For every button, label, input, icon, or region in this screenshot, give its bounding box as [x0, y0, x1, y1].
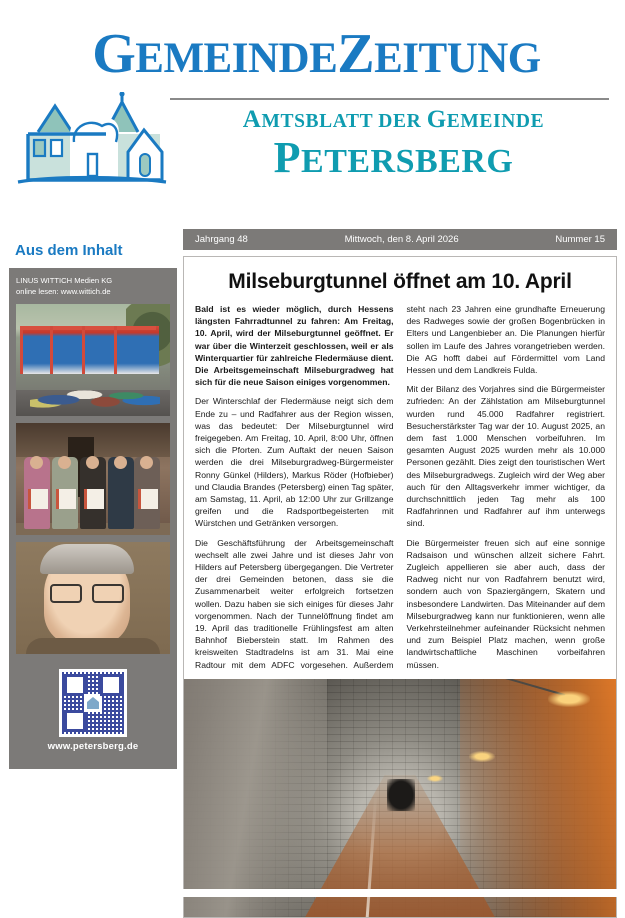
thumb2-head-5 — [140, 456, 153, 469]
thumb2-certificate-2 — [56, 489, 76, 509]
sidebar-content — [9, 268, 177, 769]
lead-article — [183, 256, 617, 918]
title-main-rest: EMEINDE — [135, 35, 338, 82]
thumb3-hair — [40, 544, 134, 574]
title-accent-rest: EITUNG — [374, 35, 541, 82]
subtitle-rest-2: EMEINDE — [446, 111, 545, 132]
qr-center-house-icon — [87, 697, 99, 709]
article-paragraph: Die Bürgermeister freuen sich auf eine sonnige Radsaison und wünschen allzeit sichere Fahrt. Zugleich appellieren sie aber auch, dass der Radweg nicht nur von Radfahrern benutzt wird, sondern auch von Spaziergängern, Skatern und insbesondere Landwirten. Das Miteinander auf dem Milseburgradweg kann nur funktionieren, wenn alle Verkehrsteilnehmer aufeinander Rücksicht nehmen und zum Beispiel Platz machen, wenn große landwirtschaftliche Maschinen vorbeifahren müssen. — [406, 537, 605, 670]
page-body — [0, 236, 625, 896]
qr-finder-bottom-left — [64, 710, 86, 732]
masthead-divider — [170, 98, 609, 100]
municipality-cap: P — [273, 133, 302, 183]
article-paragraph: Die Geschäftsführung der Arbeitsgemeinschaft wechselt alle zwei Jahre und ist dieses Jahr von Hilders auf Petersberg übergegangen. Die Vertreter der drei Gemeinden betonen, dass sie die Zusammenarbeit weiter erfolgreich fortsetzen wollen. Dazu haben sie sich einiges für dieses Jahr vorgenommen. Nach der Tunnelöffnung findet am 19. April das traditionelle Frühlingsfest am alten Bahnhof Bieberstein statt. Im Rahmen des kreisweiten Stadtradelns ist am 31. Mai eine Radtour mit dem ADFC vorgesehen. Außerdem steht nach 23 Jahren eine grundhafte Erneuerung des Radweges sowie der großen Bogenbrücken in Elters und Langenbieber an. Die Planungen hierfür sollen im Laufe des Jahres vorangetrieben werden. Die AG hofft dabei auf Fördermittel vom Land Hessen und dem Landkreis Fulda. — [195, 304, 605, 670]
thumb3-lens-right — [92, 584, 124, 603]
thumb1-divider-2 — [82, 326, 85, 374]
sidebar-heading: Aus dem Inhalt — [15, 242, 123, 259]
thumb1-container-row — [20, 326, 159, 374]
subtitle-cap-g: G — [426, 106, 447, 133]
thumb3-glasses-icon — [50, 584, 124, 599]
tunnel-lamp-near — [548, 691, 590, 707]
thumb2-certificate-4 — [138, 489, 158, 509]
publisher-online[interactable]: online lesen: www.wittich.de — [16, 287, 111, 296]
photo-milseburg-tunnel — [184, 679, 616, 917]
thumb2-certificate-3 — [84, 489, 104, 509]
thumb3-lens-left — [50, 584, 82, 603]
page-title — [0, 23, 625, 85]
thumb2-head-2 — [58, 456, 71, 469]
municipality-rest: ETERSBERG — [301, 143, 514, 181]
municipality-name — [170, 135, 617, 181]
amtsblatt-subtitle — [170, 107, 617, 133]
castle-church-crest-icon — [10, 92, 170, 197]
title-main-cap: G — [92, 23, 136, 85]
thumb2-head-3 — [86, 456, 99, 469]
tunnel-lamp-far — [427, 775, 443, 782]
tunnel-lamp-mid — [469, 751, 495, 762]
thumb2-certificate-1 — [28, 489, 48, 509]
subtitle-cap-a: A — [242, 106, 262, 133]
sidebar-aus-dem-inhalt — [9, 236, 177, 896]
thumb2-person-4 — [108, 457, 134, 529]
title-accent-cap: Z — [337, 23, 375, 85]
subtitle-rest-1: MTSBLATT DER — [261, 111, 427, 132]
qr-code-icon[interactable] — [59, 669, 127, 737]
thumb1-divider-1 — [50, 326, 53, 374]
tunnel-left-wall — [184, 679, 327, 917]
page-footer-margin — [0, 889, 625, 897]
publisher-info — [16, 275, 170, 297]
thumb2-head-1 — [30, 456, 43, 469]
thumb2-person-3 — [80, 457, 106, 529]
issue-number: Nummer 15 — [555, 234, 605, 245]
article-body — [195, 303, 605, 674]
masthead-subtitle-row — [0, 92, 625, 197]
article-paragraph-lead: Bald ist es wieder möglich, durch Hessens längsten Fahrradtunnel zu fahren: Am Freitag, 10. April, wird der Milseburgtunnel geöffnet. Er war über die Winterzeit geschlossen, weil er als Winterquartier für zahlreiche Fledermäuse dient. Die Arbeitsgemeinschaft Milseburgradweg hat sich für die neue Saison einiges vorgenommen. — [195, 304, 394, 388]
tunnel-vanishing-point — [387, 779, 415, 811]
thumb-clothing-containers[interactable] — [16, 304, 170, 416]
qr-center-badge — [84, 694, 102, 712]
qr-block[interactable] — [16, 661, 170, 760]
issue-date: Mittwoch, den 8. April 2026 — [344, 234, 459, 245]
thumb1-divider-3 — [114, 326, 117, 374]
qr-caption-url[interactable]: www.petersberg.de — [47, 741, 139, 752]
masthead-subtitle-block — [170, 92, 617, 181]
thumb-group-certificates[interactable] — [16, 423, 170, 535]
article-paragraph: Der Winterschlaf der Fledermäuse neigt sich dem Ende zu – und Radfahrer aus der Region wissen, was das bedeutet: Der Milseburgtunnel wird freigegeben. Am Freitag, 10. April, 8:00 Uhr, öffnen sich die Pforten. Zum Auftakt der neuen Saison werden die drei Milseburgradweg-Bürgermeister Ronny Günkel (Hilders), Markus Röder (Hofbieber) und Claudia Brandes (Petersberg) einen Tag später, am Samstag, 11. April, ab 12:00 Uhr zur Grillzange greifen und die Radsportbegeisterten mit Würstchen und Getränken versorgen. — [195, 396, 394, 529]
masthead — [0, 0, 625, 197]
publisher-name: LINUS WITTICH Medien KG — [16, 276, 113, 285]
article-paragraph: Mit der Bilanz des Vorjahres sind die Bürgermeister zufrieden: An der Zählstation am Milseburgtunnel wurden rund 45.000 Radfahrer registriert. Besucherstärkster Tag war der 10. August 2025, an dem fast 1.000 Menschen vorbeifuhren. Im gesamten August 2025 wurden mehr als 10.000 Personen gezählt. Dies zeigt den touristischen Wert des Milseburgradwegs. Zugleich wird der Weg aber auch für den Alltagsverkehr immer wichtiger, da durchschnittlich jeden Tag mehr als 100 Radfahrinnen und Radfahrer auf ihm unterwegs sind. — [406, 384, 605, 529]
volume-label: Jahrgang 48 — [195, 234, 248, 245]
qr-code-pattern — [62, 672, 124, 734]
sidebar-header — [9, 236, 177, 268]
thumb1-clothing-pile — [30, 376, 160, 410]
thumb2-person-2 — [52, 457, 78, 529]
thumb2-person-5 — [134, 457, 160, 529]
article-headline: Milseburgtunnel öffnet am 10. April — [228, 270, 572, 293]
tunnel-right-wall-glow — [460, 679, 616, 917]
thumb-portrait-senior[interactable] — [16, 542, 170, 654]
thumb1-container-lid — [20, 326, 156, 330]
thumb2-person-1 — [24, 457, 50, 529]
thumb3-collar — [26, 638, 160, 654]
thumb2-head-4 — [114, 456, 127, 469]
